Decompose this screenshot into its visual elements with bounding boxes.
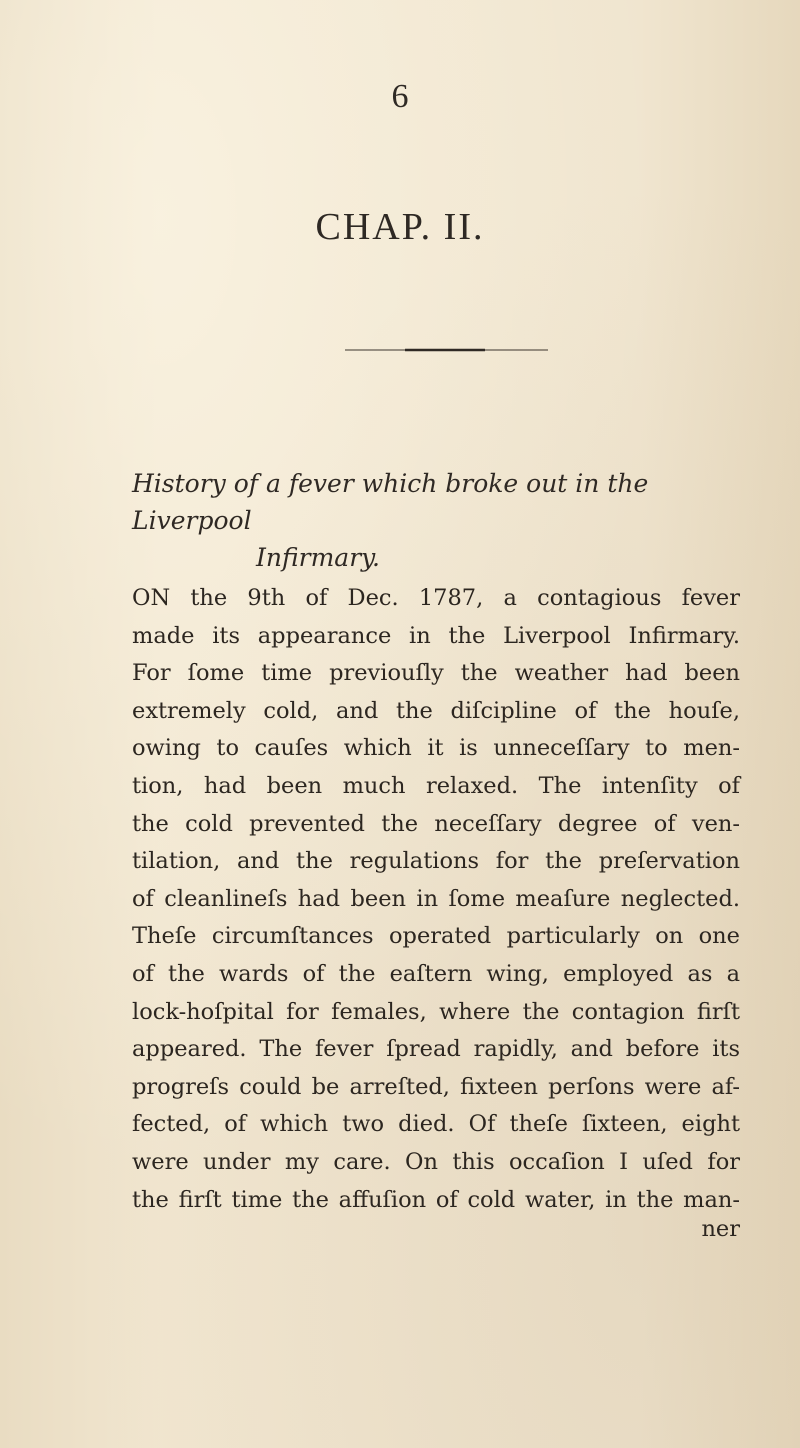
chapter-heading: CHAP. II. <box>315 206 485 248</box>
body-line: Theſe circumſtances operated particularly on one <box>132 923 740 950</box>
chapter-subtitle <box>132 465 772 576</box>
body-line: tion, had been much relaxed. The intenſity of <box>132 772 740 799</box>
body-line: the firſt time the affuſion of cold water, in the man- <box>132 1186 740 1213</box>
body-line: of the wards of the eaſtern wing, employed as a <box>132 960 740 987</box>
subtitle-line-1: History of a fever which broke out in the Liverpool <box>132 469 649 535</box>
body-line: tilation, and the regulations for the preſervation <box>132 848 740 875</box>
body-line: ON the 9th of Dec. 1787, a contagious fever <box>132 585 740 611</box>
body-line: extremely cold, and the diſcipline of the houſe, <box>132 697 740 724</box>
body-line: lock-hoſpital for females, where the contagion firſt <box>132 998 740 1025</box>
body-line: of cleanlineſs had been in ſome meaſure neglected. <box>132 885 740 912</box>
body-line: progreſs could be arreſted, fixteen perſons were af- <box>132 1073 740 1100</box>
subtitle-line-2: Infirmary. <box>256 543 380 572</box>
page-number: 6 <box>391 78 409 115</box>
body-line: made its appearance in the Liverpool Infirmary. <box>132 622 740 649</box>
catchword: ner <box>701 1216 740 1242</box>
body-line: fected, of which two died. Of theſe ſixteen, eight <box>132 1111 740 1138</box>
body-line: For ſome time previouſly the weather had been <box>132 660 740 687</box>
decorative-rule <box>345 348 548 352</box>
body-paragraph <box>132 580 740 1219</box>
body-line: the cold prevented the neceſſary degree of ven- <box>132 810 740 837</box>
body-line: were under my care. On this occaſion I uſed for <box>132 1148 740 1175</box>
body-line: owing to cauſes which it is unneceſſary to men- <box>132 735 740 762</box>
body-line: appeared. The fever ſpread rapidly, and before its <box>132 1036 740 1063</box>
